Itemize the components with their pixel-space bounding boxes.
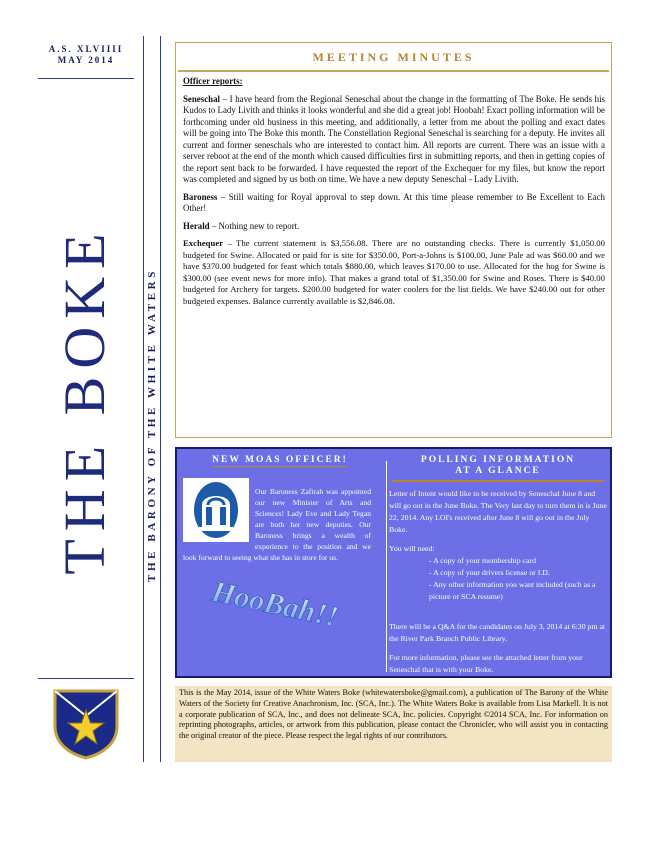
baroness-label: Baroness [183, 191, 218, 202]
publication-notice: This is the May 2014, issue of the White Waters Boke (whitewatersboke@gmail.com), a publication of The Barony of the White Waters of the Society for Creative Anachronism, Inc. (SCA, Inc.). The White Waters Boke is available from Lisa Markell. It is not a corporate publication of SCA, Inc., and does not delineate SCA, Inc. policies. Copyright ©2014 SCA, Inc. For information on reprinting photographs, articles, or artwork from this publication, please contact the Chronicler, who will assist you in contacting the original creator of the piece. Please respect the legal rights of our contributors. [179, 688, 608, 741]
sidebar-rule-bottom [38, 678, 134, 679]
meeting-minutes-rule [178, 70, 609, 72]
arch-emblem-icon [183, 478, 249, 542]
meeting-minutes-body [183, 76, 605, 313]
seneschal-label: Seneschal [183, 93, 220, 104]
polling-heading-rule [392, 480, 604, 482]
hoobah-wordart [205, 575, 375, 635]
polling-item: - A copy of your membership card [429, 556, 536, 565]
meeting-minutes-heading: MEETING MINUTES [312, 50, 475, 64]
polling-article [389, 488, 607, 683]
polling-item: - Any other information you want included (such as a picture or SCA resume) [429, 580, 596, 601]
polling-qa: There will be a Q&A for the candidates on July 3, 2014 at 6:30 pm at the River Park Branch Public Library. [389, 622, 606, 643]
polling-need-label: You will need: [389, 544, 435, 553]
polling-more-info: For more information, please see the attached letter from your Seneschal that is with your Boke. [389, 653, 583, 674]
officer-reports-heading: Officer reports: [183, 76, 243, 86]
polling-item: - A copy of your drivers license or I.D. [429, 568, 550, 577]
exchequer-report [183, 238, 605, 307]
polling-heading-line2: AT A GLANCE [455, 466, 541, 476]
issue-date-line2: MAY 2014 [57, 55, 115, 65]
polling-heading-line1: POLLING INFORMATION [420, 455, 576, 465]
sidebar-divider-right [160, 36, 161, 762]
barony-name: THE BARONY OF THE WHITE WATERS [146, 268, 158, 582]
moas-article-text: Our Baroness Zafirah was appointed our new Minister of Arts and Sciences! Lady Eve and Lady Tegan are both her new deputies. Our Baroness brings a wealth of experience to the position and we look forward to seeing what she has in store for us. [183, 487, 371, 562]
panel-column-divider [386, 461, 387, 672]
moas-heading [180, 455, 380, 466]
baroness-report [183, 192, 605, 215]
issue-date-line1: A.S. XLVIIII [48, 44, 124, 54]
polling-items [389, 555, 607, 603]
moas-heading-text: NEW MOAS OFFICER! [212, 455, 348, 465]
seneschal-report [183, 94, 605, 186]
herald-report [183, 221, 605, 233]
barony-shield-star-icon [52, 688, 120, 760]
polling-intro: Letter of Intent would like to be received by Seneschal June 8 and will go out in the June Boke. The Very last day to turn them in is June 22, 2014. Any LOI's received after June 8 will go out in the July Boke. [389, 489, 607, 534]
sidebar-rule-top [38, 78, 134, 79]
herald-label: Herald [183, 220, 210, 231]
exchequer-text: – The current statement is $3,556.08. There are no outstanding checks. There is currently $1,050.00 budgeted for Swine. Allocated or paid for is site for $350.00, Port-a-Johns is $100.00, June Pale ad was $60.00 and we have $370.00 budgeted for feast which totals $880.00, which leaves $170.00 to use. Allocated for the hog for Swine is $300.00 (see event news for more info). That makes a grand total of $1,350.00 for Swine and Roses. There is $40.00 budgeted for Archery for targets. $200.00 budgeted for water coolers for the list fields. We have $240.00 out for other budgeted expenses. Balance currently available is $2,846.08. [183, 238, 605, 306]
seneschal-text: – I have heard from the Regional Seneschal about the change in the formatting of The Boke. He sends his Kudos to Lady Livith and thinks it looks wonderful and she did a great job! Hoobah! Exact polling information will be forthcoming under old business in this meeting, and additionally, a letter from me about the polling and exact dates will be going into The Boke this month. The Constellation Regional Seneschal is searching for a deputy. He invites all current and former seneschals who are interested to contact him. All reports are current. There was an issue with a server reboot at the end of the month which caused difficulties first in submitting reports, and then in getting copies of the report sent back to be forwarded. I have requested the report of the Exchequer for my files, but know the report was completed and signed by us both on time. We have a new deputy Seneschal - Lady Livith. [183, 93, 605, 184]
herald-text: – Nothing new to report. [209, 220, 300, 231]
issue-date [38, 44, 134, 66]
baroness-text: – Still waiting for Royal approval to step down. At this time please remember to Be Excellent to Each Other! [183, 191, 605, 213]
polling-heading [392, 455, 604, 477]
newsletter-title: THE BOKE [52, 225, 117, 575]
exchequer-label: Exchequer [183, 238, 224, 248]
hoobah-text: HooBah!! [208, 575, 342, 634]
